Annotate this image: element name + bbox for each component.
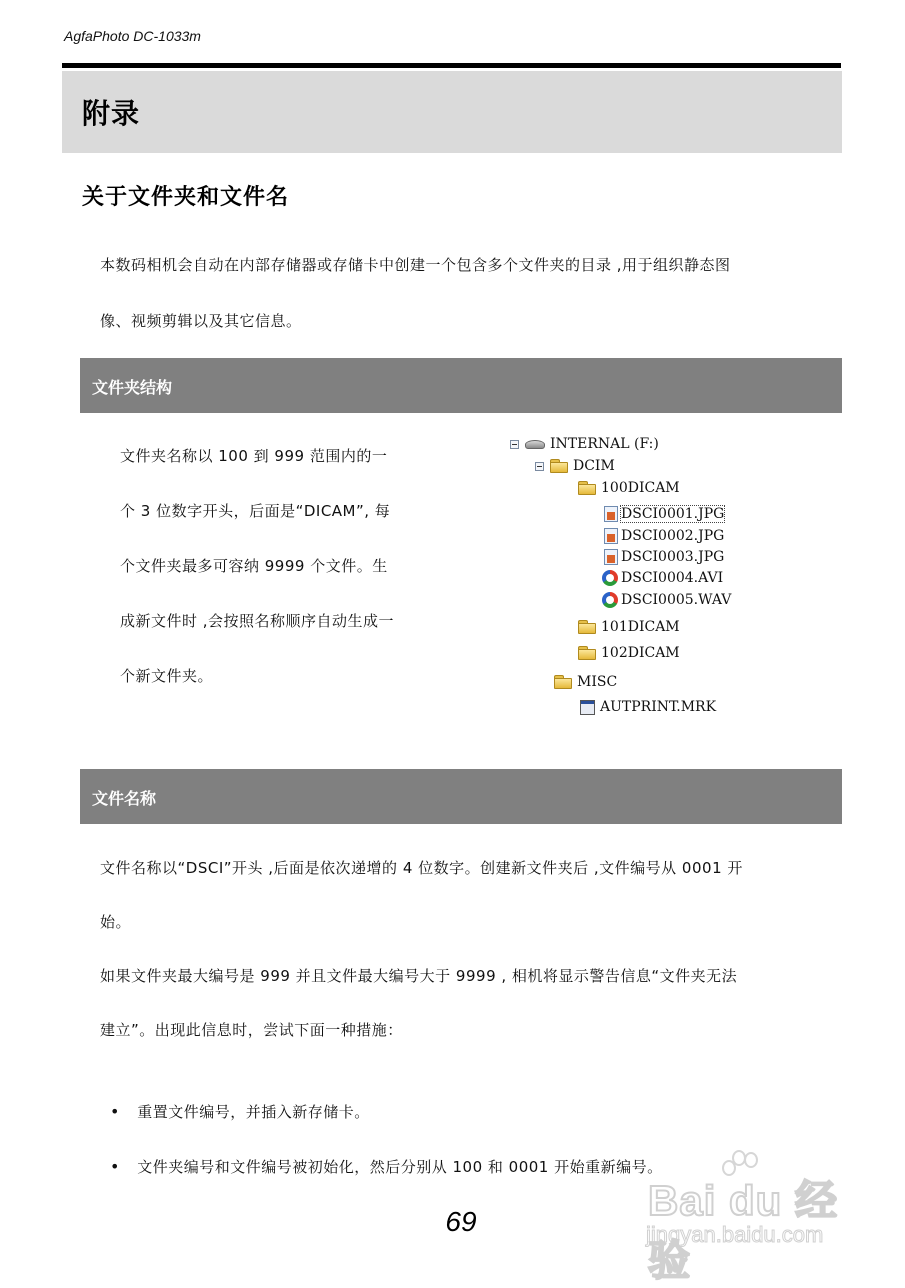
watermark: [640, 1150, 855, 1284]
subheading-file-names: [80, 769, 842, 824]
jpg-file-icon: [604, 506, 618, 522]
chapter-title: 附录: [82, 97, 141, 130]
subheading-label: 文件夹结构: [92, 378, 173, 397]
tree-label: DSCI0002.JPG: [621, 528, 725, 544]
jpg-file-icon: [604, 528, 618, 544]
top-rule: [62, 63, 841, 68]
watermark-brand: Bai du 经验: [648, 1177, 839, 1284]
running-header: AgfaPhoto DC-1033m: [64, 28, 201, 44]
tree-label: 100DICAM: [601, 480, 680, 496]
media-file-icon: [602, 592, 618, 608]
filename-para2-line-2: 建立”。出现此信息时，尝试下面一种措施：: [100, 1021, 403, 1039]
subheading-folder-structure: [80, 358, 842, 413]
tree-label: DSCI0005.WAV: [621, 592, 732, 608]
tree-node-102dicam[interactable]: [578, 644, 680, 662]
section-title: 关于文件夹和文件名: [82, 185, 290, 210]
subheading-label: 文件名称: [92, 789, 157, 808]
drive-icon: [525, 440, 545, 449]
folder-text-line-1: 文件夹名称以 100 到 999 范围内的一: [120, 447, 388, 465]
bullet-icon: •: [110, 1102, 120, 1121]
tree-node-internal[interactable]: [510, 435, 659, 453]
intro-line-2: 像、视频剪辑以及其它信息。: [100, 312, 302, 330]
intro-line-1: 本数码相机会自动在内部存储器或存储卡中创建一个包含多个文件夹的目录 ,用于组织静态图: [100, 256, 731, 274]
folder-text-line-3: 个文件夹最多可容纳 9999 个文件。生: [120, 557, 388, 575]
tree-label: AUTPRINT.MRK: [600, 699, 717, 715]
filename-para1-line-1: 文件名称以“DSCI”开头 ,后面是依次递增的 4 位数字。创建新文件夹后 ,文件编号从 0001 开: [100, 859, 743, 877]
folder-icon: [554, 675, 572, 689]
watermark-url: jingyan.baidu.com: [646, 1222, 824, 1247]
bullet-item-1: [110, 1101, 370, 1122]
filename-para2-line-1: 如果文件夹最大编号是 999 并且文件最大编号大于 9999 , 相机将显示警告信息“文件夹无法: [100, 967, 738, 985]
folder-text-line-4: 成新文件时 ,会按照名称顺序自动生成一: [120, 612, 395, 630]
folder-icon: [578, 481, 596, 495]
tree-label: 102DICAM: [601, 645, 680, 661]
collapse-icon[interactable]: [535, 462, 544, 471]
tree-node-dsci0005[interactable]: [602, 591, 731, 609]
bullet-text: 文件夹编号和文件编号被初始化，然后分别从 100 和 0001 开始重新编号。: [137, 1158, 663, 1176]
page-number: 69: [445, 1206, 477, 1237]
bullet-icon: •: [110, 1157, 120, 1176]
folder-text-line-2: 个 3 位数字开头，后面是“DICAM”, 每: [120, 502, 391, 520]
folder-icon: [578, 620, 596, 634]
tree-label: DSCI0003.JPG: [621, 549, 725, 565]
tree-node-autprint[interactable]: [580, 698, 716, 716]
tree-label: DSCI0001.JPG: [621, 506, 725, 522]
tree-label: DCIM: [573, 458, 615, 474]
folder-icon: [550, 459, 568, 473]
tree-label: DSCI0004.AVI: [621, 570, 724, 586]
bullet-text: 重置文件编号，并插入新存储卡。: [137, 1103, 370, 1121]
tree-label: MISC: [577, 674, 618, 690]
chapter-band: [62, 71, 842, 153]
bullet-item-2: [110, 1156, 663, 1177]
tree-node-dcim[interactable]: [535, 457, 615, 475]
collapse-icon[interactable]: [510, 440, 519, 449]
tree-node-101dicam[interactable]: [578, 618, 680, 636]
tree-label: 101DICAM: [601, 619, 680, 635]
filename-para1-line-2: 始。: [100, 913, 132, 931]
tree-node-dsci0001[interactable]: [604, 505, 724, 523]
media-file-icon: [602, 570, 618, 586]
tree-node-100dicam[interactable]: [578, 479, 680, 497]
tree-node-dsci0003[interactable]: [604, 548, 724, 566]
mrk-file-icon: [580, 700, 595, 715]
tree-node-dsci0002[interactable]: [604, 527, 724, 545]
tree-node-misc[interactable]: [554, 673, 617, 691]
tree-node-dsci0004[interactable]: [602, 569, 723, 587]
jpg-file-icon: [604, 549, 618, 565]
tree-label: INTERNAL (F:): [550, 436, 659, 452]
folder-icon: [578, 646, 596, 660]
folder-text-line-5: 个新文件夹。: [120, 667, 214, 685]
